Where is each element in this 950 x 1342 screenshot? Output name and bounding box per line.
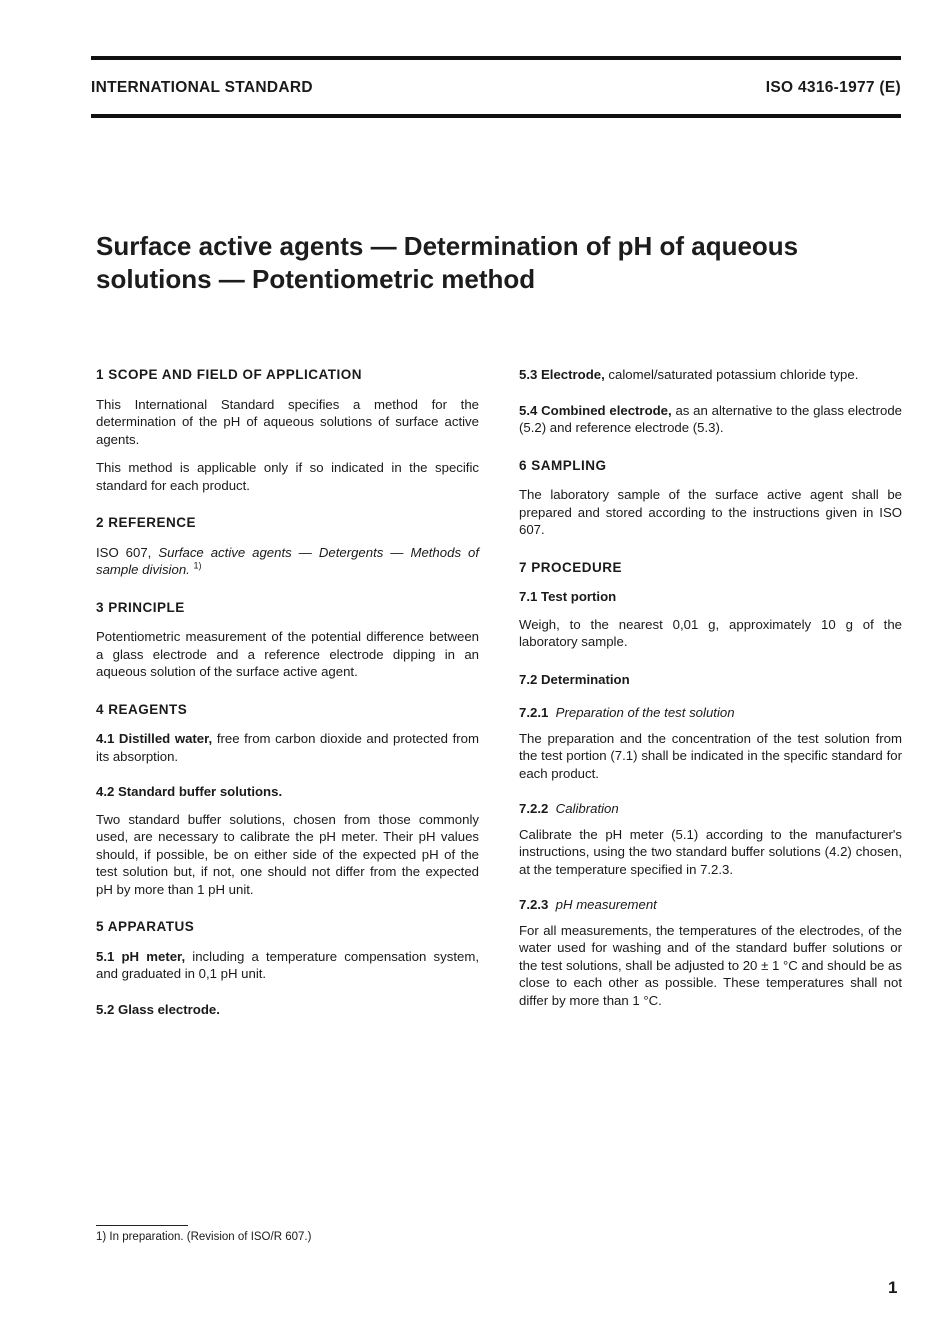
clause-text: calomel/saturated potassium chloride type. xyxy=(604,367,859,382)
subsubsection-heading xyxy=(519,800,902,818)
reference-number: ISO 607, xyxy=(96,544,159,560)
page-number: 1 xyxy=(888,1278,898,1297)
clause-text: free from carbon dioxide and protected from its absorption. xyxy=(96,731,479,764)
header-right-label: ISO 4316-1977 (E) xyxy=(765,79,901,96)
paragraph: Potentiometric measurement of the potential difference between a glass electrode and a reference electrode dipping in an aqueous solution of the surface active agent. xyxy=(96,629,479,679)
subsection-heading: 4.2 Standard buffer solutions. xyxy=(96,784,283,799)
paragraph xyxy=(96,948,479,983)
subsection-heading: 7.2 Determination xyxy=(519,671,630,687)
subsection-heading: 5.2 Glass electrode. xyxy=(96,1001,220,1017)
subsubsection-heading xyxy=(519,896,902,914)
section-apparatus xyxy=(96,918,479,1018)
section-heading: 6 SAMPLING xyxy=(519,457,607,473)
section-heading: 5 APPARATUS xyxy=(96,919,195,934)
clause-label: 5.1 pH meter, xyxy=(96,948,186,964)
clause-label: 4.1 Distilled water, xyxy=(96,731,213,746)
left-column xyxy=(96,366,479,1038)
section-heading: 4 REAGENTS xyxy=(96,701,188,717)
paragraph: The laboratory sample of the surface active agent shall be prepared and stored according to the instructions given in ISO 607. xyxy=(519,487,902,537)
title-line-2: solutions — Potentiometric method xyxy=(96,264,536,294)
subsubsection-title: pH measurement xyxy=(555,897,657,912)
section-heading: 1 SCOPE AND FIELD OF APPLICATION xyxy=(96,367,363,382)
right-column xyxy=(519,366,902,1029)
subsubsection-title: Preparation of the test solution xyxy=(555,705,735,720)
paragraph: This International Standard specifies a method for the determination of the pH of aqueous solutions of surface active agents. xyxy=(96,396,479,447)
document-title xyxy=(96,230,896,296)
section-heading: 7 PROCEDURE xyxy=(519,559,623,575)
section-heading: 2 REFERENCE xyxy=(96,515,197,530)
header-left-label: INTERNATIONAL STANDARD xyxy=(91,79,313,96)
paragraph xyxy=(519,366,902,384)
section-principle xyxy=(96,599,479,681)
paragraph: Calibrate the pH meter (5.1) according to the manufacturer's instructions, using the two standard buffer solutions (4.2) chosen, at the temperature specified in 7.2.3. xyxy=(519,826,902,877)
subsubsection-heading xyxy=(519,704,902,722)
paragraph: The preparation and the concentration of the test solution from the test portion (7.1) shall be indicated in the specific standard for each product. xyxy=(519,730,902,781)
subsubsection-title: Calibration xyxy=(555,801,619,816)
clause-text: as an alternative to the glass electrode (5.2) and reference electrode (5.3). xyxy=(519,402,902,435)
footnote: 1) In preparation. (Revision of ISO/R 607.) xyxy=(96,1231,312,1243)
reference-paragraph xyxy=(96,544,479,579)
paragraph: Weigh, to the nearest 0,01 g, approximately 10 g of the laboratory sample. xyxy=(519,616,902,649)
subsubsection-number: 7.2.3 xyxy=(519,897,549,912)
section-heading: 3 PRINCIPLE xyxy=(96,599,185,615)
clause-label: 5.3 Electrode, xyxy=(519,367,605,382)
paragraph: This method is applicable only if so indicated in the specific standard for each product. xyxy=(96,460,479,493)
section-reagents xyxy=(96,701,479,899)
clause-text: including a temperature compensation system, and graduated in 0,1 pH unit. xyxy=(96,948,479,981)
header-top-rule xyxy=(91,56,901,60)
header-bottom-rule xyxy=(91,114,901,118)
subsubsection-number: 7.2.1 xyxy=(519,705,549,720)
subsection-heading: 7.1 Test portion xyxy=(519,589,617,604)
footnote-marker: 1) xyxy=(193,560,202,571)
clause-label: 5.4 Combined electrode, xyxy=(519,402,672,418)
section-reference xyxy=(96,514,479,579)
reference-title: Surface active agents — Detergents — Methods of sample division. xyxy=(96,544,479,577)
footnote-rule xyxy=(96,1225,188,1226)
title-line-1: Surface active agents — Determination of pH of aqueous xyxy=(96,231,799,261)
paragraph: For all measurements, the temperatures of the electrodes, of the water used for washing and of the standard buffer solutions or the test solutions, shall be adjusted to 20 ± 1 °C and should be as close to each other as possible. These temperatures shall not differ by more than 1 °C. xyxy=(519,922,902,1008)
section-procedure xyxy=(519,559,902,1010)
section-apparatus-continued xyxy=(519,366,902,437)
paragraph xyxy=(96,730,479,765)
section-sampling xyxy=(519,457,902,539)
section-scope xyxy=(96,366,479,494)
paragraph xyxy=(519,402,902,437)
subsubsection-number: 7.2.2 xyxy=(519,801,549,816)
paragraph: Two standard buffer solutions, chosen from those commonly used, are necessary to calibrate the pH meter. Their pH values should, if possible, be on either side of the expected pH of the test solution but, if not, one should not differ from the expected pH by more than 1 pH unit. xyxy=(96,811,479,897)
